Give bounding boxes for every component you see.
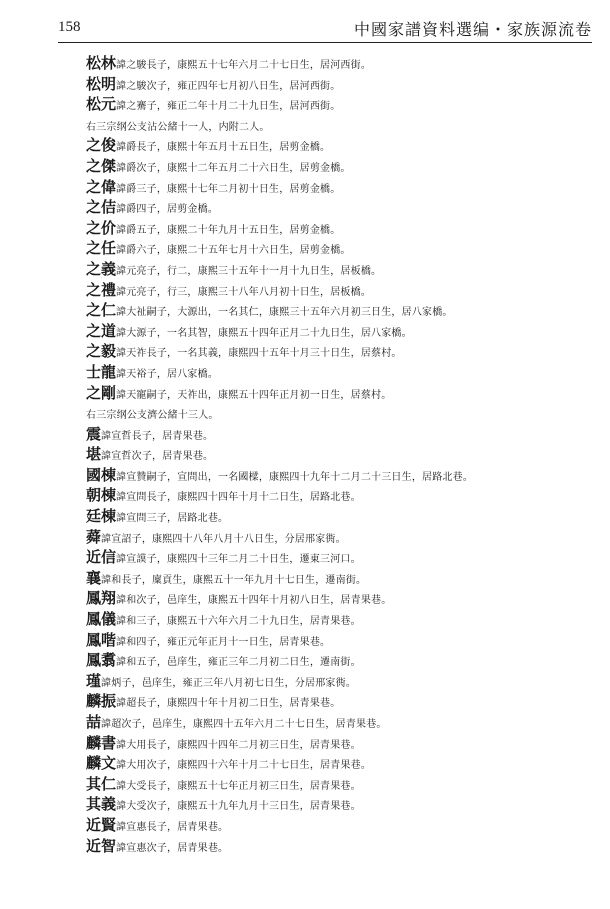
entry-description: 諱爵次子，康熙十二年五月二十六日生，居剪金橋。 <box>116 162 351 174</box>
page-header <box>58 14 592 42</box>
entry-description: 諱宣惠長子，居青果巷。 <box>116 821 229 833</box>
entry-description: 諱爵三子，康熙十七年二月初十日生，居剪金橋。 <box>116 183 341 195</box>
genealogy-entry <box>86 53 596 74</box>
genealogy-entry <box>86 650 596 671</box>
entry-name: 之价 <box>86 218 117 237</box>
entry-description: 諱大用長子，康熙四十四年二月初三日生，居青果巷。 <box>116 739 361 751</box>
entry-name: 廷棟 <box>86 507 117 526</box>
entry-description: 諱宣問三子，居路北巷。 <box>116 513 229 525</box>
genealogy-entry <box>86 177 596 198</box>
genealogy-entry <box>86 815 596 836</box>
genealogy-entry <box>86 836 596 857</box>
genealogy-entry <box>86 609 596 630</box>
entry-description: 諱宣贊嗣子，宣問出，一名國樑，康熙四十九年十二月二十三日生，居路北巷。 <box>116 471 474 483</box>
entry-description: 諱大源子，一名其智，康熙五十四年正月二十九日生，居八家橋。 <box>116 327 412 339</box>
entry-name: 之偉 <box>86 177 117 196</box>
entry-name: 之傑 <box>86 156 117 175</box>
entry-name: 其義 <box>86 795 117 814</box>
entry-name: 之剛 <box>86 383 117 402</box>
entry-description: 諱宣詔子，康熙四十八年八月十八日生，分居邢家衖。 <box>101 533 346 545</box>
entry-name: 喆 <box>86 713 102 731</box>
entry-name: 松明 <box>86 74 117 93</box>
genealogy-entry <box>86 485 596 506</box>
entry-name: 朝棟 <box>86 486 117 505</box>
entry-description: 諱宣謨子，康熙四十三年二月二十日生，遷東三河口。 <box>116 554 361 566</box>
entry-description: 諱和長子，廩貢生，康熙五十一年九月十七日生，遷南街。 <box>101 574 367 586</box>
entry-description: 諱爵六子，康熙二十五年七月十六日生，居剪金橋。 <box>116 245 351 257</box>
genealogy-entry <box>86 671 596 692</box>
entry-name: 之俊 <box>86 136 117 155</box>
entry-name: 麟振 <box>86 692 117 711</box>
entry-name: 鳳翔 <box>86 589 117 608</box>
page-number: 158 <box>58 19 81 35</box>
entry-description: 諱和三子，康熙五十六年六月二十九日生，居青果巷。 <box>116 616 361 628</box>
genealogy-entry <box>86 94 596 115</box>
genealogy-entry <box>86 135 596 156</box>
genealogy-entry <box>86 753 596 774</box>
genealogy-entry <box>86 341 596 362</box>
genealogy-entry <box>86 733 596 754</box>
genealogy-entry <box>86 527 596 548</box>
entry-description: 諱宣哲次子，居青果巷。 <box>101 451 214 463</box>
entry-name: 之任 <box>86 239 117 258</box>
entry-name: 其仁 <box>86 774 117 793</box>
genealogy-entry <box>86 383 596 404</box>
genealogy-entry <box>86 259 596 280</box>
genealogy-entry <box>86 321 596 342</box>
genealogy-entry <box>86 362 596 383</box>
entry-name: 近信 <box>86 548 117 567</box>
entry-description: 諱炳子，邑庠生，雍正三年八月初七日生，分居邢家衖。 <box>101 677 357 689</box>
entry-description: 諱大受長子，康熙五十七年正月初三日生，居青果巷。 <box>116 780 361 792</box>
entry-name: 襄 <box>86 568 102 587</box>
genealogy-entry <box>86 197 596 218</box>
genealogy-entry <box>86 465 596 486</box>
entry-name: 瑾 <box>86 671 102 690</box>
entry-description: 諱元亮子，行三，康熙三十八年八月初十日生，居板橋。 <box>116 286 372 298</box>
genealogy-entry <box>86 444 596 465</box>
genealogy-entry <box>86 588 596 609</box>
entry-name: 松元 <box>86 95 117 114</box>
entry-description: 諱大祉嗣子，大源出，一名其仁，康熙三十五年六月初三日生，居八家橋。 <box>116 307 453 319</box>
running-title: 中國家譜資料選编・家族源流卷 <box>353 20 592 39</box>
genealogy-entry <box>86 794 596 815</box>
genealogy-entry <box>86 74 596 95</box>
genealogy-entry <box>86 630 596 651</box>
summary-note <box>86 403 596 424</box>
summary-note-text: 右三宗纲公支濟公緒十三人。 <box>86 410 219 422</box>
entry-name: 蕣 <box>86 527 102 546</box>
entry-description: 諱宣問長子，康熙四十四年十月十二日生，居路北巷。 <box>116 492 361 504</box>
genealogy-entry <box>86 300 596 321</box>
entry-name: 麟書 <box>86 733 117 752</box>
genealogy-entry <box>86 547 596 568</box>
genealogy-entry <box>86 506 596 527</box>
entry-description: 諱天寵嗣子，天祚出，康熙五十四年正月初一日生，居蔡村。 <box>116 389 392 401</box>
entry-description: 諱超長子，康熙四十年十月初二日生，居青果巷。 <box>116 698 341 710</box>
entry-name: 士龍 <box>86 362 117 381</box>
entry-name: 震 <box>86 424 102 443</box>
entry-name: 堪 <box>86 445 102 464</box>
entry-description: 諱天裕子，居八家橋。 <box>116 368 219 380</box>
entry-description: 諱超次子，邑庠生，康熙四十五年六月二十七日生，居青果巷。 <box>101 719 387 730</box>
entry-description: 諱爵四子，居剪金橋。 <box>116 204 219 216</box>
summary-note-text: 右三宗纲公支沾公緒十一人，内附二人。 <box>86 121 270 133</box>
entry-name: 之佶 <box>86 198 117 217</box>
entry-description: 諱之騫子，雍正二年十月二十九日生，居河西街。 <box>116 101 341 113</box>
header-rule <box>58 42 592 43</box>
entry-name: 之義 <box>86 259 117 278</box>
entry-name: 之仁 <box>86 301 117 320</box>
entry-name: 國棟 <box>86 465 117 484</box>
entry-description: 諱之駿長子，康熙五十七年六月二十七日生，居河西街。 <box>116 60 372 71</box>
entry-name: 松林 <box>86 54 117 72</box>
entry-name: 鳳儀 <box>86 610 117 629</box>
genealogy-entry <box>86 712 596 733</box>
entry-description: 諱和四子，雍正元年正月十一日生，居青果巷。 <box>116 636 331 648</box>
entry-description: 諱爵五子，康熙二十年九月十五日生，居剪金橋。 <box>116 224 341 236</box>
genealogy-entry <box>86 280 596 301</box>
entry-name: 近智 <box>86 836 117 855</box>
entry-description: 諱和五子，邑庠生，雍正三年二月初二日生，遷南街。 <box>116 657 361 669</box>
entry-name: 鳳翥 <box>86 651 117 670</box>
entry-name: 鳳喈 <box>86 630 117 649</box>
entry-description: 諱宣哲長子，居青果巷。 <box>101 430 214 442</box>
entry-name: 之禮 <box>86 280 117 299</box>
entry-description: 諱宣惠次子，居青果巷。 <box>116 842 229 854</box>
entry-description: 諱之駿次子，雍正四年七月初八日生，居河西街。 <box>116 80 341 92</box>
entry-description: 諱爵長子，康熙十年五月十五日生，居剪金橋。 <box>116 142 331 154</box>
entry-description: 諱和次子，邑庠生，康熙五十四年十月初八日生，居青果巷。 <box>116 595 392 607</box>
entry-name: 之道 <box>86 321 117 340</box>
genealogy-entry <box>86 568 596 589</box>
genealogy-entry <box>86 218 596 239</box>
entry-description: 諱大受次子，康熙五十九年九月十三日生，居青果巷。 <box>116 801 361 813</box>
entry-name: 近賢 <box>86 815 117 834</box>
entry-name: 麟文 <box>86 754 117 773</box>
summary-note <box>86 115 596 136</box>
genealogy-entry <box>86 424 596 445</box>
genealogy-entries <box>86 53 596 856</box>
entry-description: 諱天祚長子，一名其義，康熙四十五年十月三十日生，居蔡村。 <box>116 348 402 360</box>
entry-description: 諱大用次子，康熙四十六年十月二十七日生，居青果巷。 <box>116 760 372 772</box>
entry-description: 諱元亮子，行二，康熙三十五年十一月十九日生，居板橋。 <box>116 265 382 277</box>
genealogy-entry <box>86 156 596 177</box>
genealogy-entry <box>86 238 596 259</box>
genealogy-entry <box>86 691 596 712</box>
genealogy-entry <box>86 774 596 795</box>
entry-name: 之毅 <box>86 342 117 361</box>
